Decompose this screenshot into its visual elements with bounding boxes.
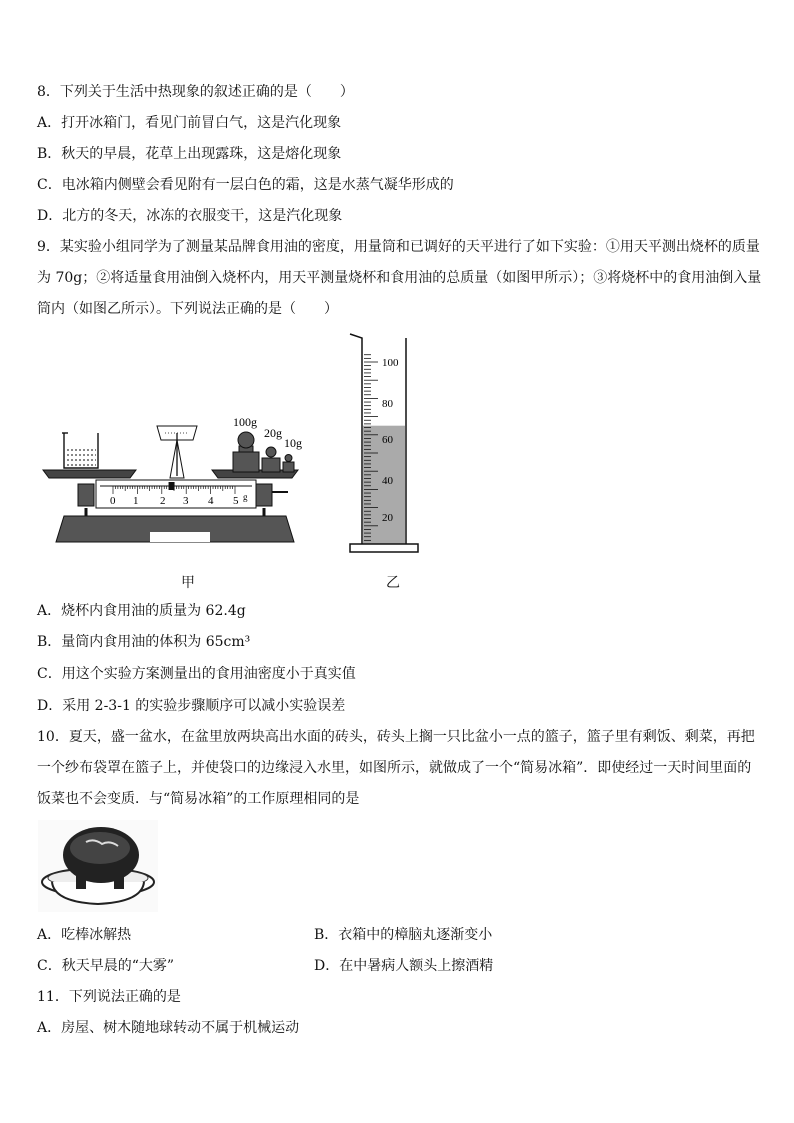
q11-option-a: A．房屋、树木随地球转动不属于机械运动 (37, 1020, 300, 1036)
q10-option-c: C．秋天早晨的“大雾” (37, 958, 175, 974)
rider-marker (169, 482, 175, 490)
weight-label-100g: 100g (233, 415, 257, 429)
q9-option-a: A．烧杯内食用油的质量为 62.4g (37, 603, 246, 619)
q9-option-c: C．用这个实验方案测量出的食用油密度小于真实值 (37, 666, 356, 682)
cylinder-tick-100: 100 (382, 357, 399, 369)
q9-option-b: B．量筒内食用油的体积为 65cm³ (37, 634, 251, 650)
cylinder-tick-20: 20 (382, 512, 393, 524)
q8-option-a: A．打开冰箱门，看见门前冒白气，这是汽化现象 (37, 115, 342, 131)
scale-tick-0: 0 (110, 495, 116, 507)
caption-left: 甲 (181, 575, 195, 591)
cylinder-figure (344, 330, 424, 560)
cylinder-tick-80: 80 (382, 398, 393, 410)
q9-stem-line-3: 筒内（如图乙所示）。下列说法正确的是（ ） (37, 301, 338, 317)
beaker-icon (62, 433, 98, 468)
q8-stem: 8．下列关于生活中热现象的叙述正确的是（ ） (37, 84, 354, 100)
pointer-icon (157, 426, 197, 478)
q8-option-b: B．秋天的早晨，花草上出现露珠，这是熔化现象 (37, 146, 342, 162)
q10-stem-line-3: 饭菜也不会变质．与“简易冰箱”的工作原理相同的是 (37, 791, 360, 807)
q9-stem-line-1: 9．某实验小组同学为了测量某品牌食用油的密度，用量筒和已调好的天平进行了如下实验：①用天平测出烧杯的质量 (37, 239, 760, 255)
cylinder-tick-60: 60 (382, 434, 393, 446)
q8-option-c: C．电冰箱内侧壁会看见附有一层白色的霜，这是水蒸气凝华形成的 (37, 177, 454, 193)
q10-stem-line-1: 10．夏天，盛一盆水，在盆里放两块高出水面的砖头，砖头上搁一只比盆小一点的篮子，篮子里有剩饭、剩菜，再把 (37, 729, 755, 745)
q9-stem-line-2: 为 70g；②将适量食用油倒入烧杯内，用天平测量烧杯和食用油的总质量（如图甲所示）；③将烧杯中的食用油倒入量 (37, 270, 762, 286)
q10-stem-line-2: 一个纱布袋罩在篮子上，并使袋口的边缘浸入水里，如图所示，就做成了一个“简易冰箱”．即使经过一天时间里面的 (37, 760, 752, 776)
scale-unit: g (243, 492, 248, 502)
balance-figure (40, 400, 300, 550)
scale-tick-4: 4 (208, 495, 214, 507)
simple-fridge-image (38, 820, 158, 912)
cylinder-tick-40: 40 (382, 475, 393, 487)
scale-tick-1: 1 (133, 495, 139, 507)
q9-option-d: D．采用 2-3-1 的实验步骤顺序可以减小实验误差 (37, 698, 346, 714)
q10-option-d: D．在中暑病人额头上擦酒精 (314, 958, 494, 974)
q10-option-a: A．吃棒冰解热 (37, 927, 132, 943)
weight-label-10g: 10g (284, 436, 302, 450)
q8-option-d: D．北方的冬天，冰冻的衣服变干，这是汽化现象 (37, 208, 343, 224)
scale-tick-5: 5 (233, 495, 239, 507)
q10-option-b: B．衣箱中的樟脑丸逐渐变小 (314, 927, 493, 943)
scale-tick-3: 3 (183, 495, 189, 507)
q11-stem: 11．下列说法正确的是 (37, 989, 181, 1005)
scale-tick-2: 2 (160, 495, 166, 507)
weight-label-20g: 20g (264, 426, 282, 440)
caption-right: 乙 (386, 575, 400, 591)
